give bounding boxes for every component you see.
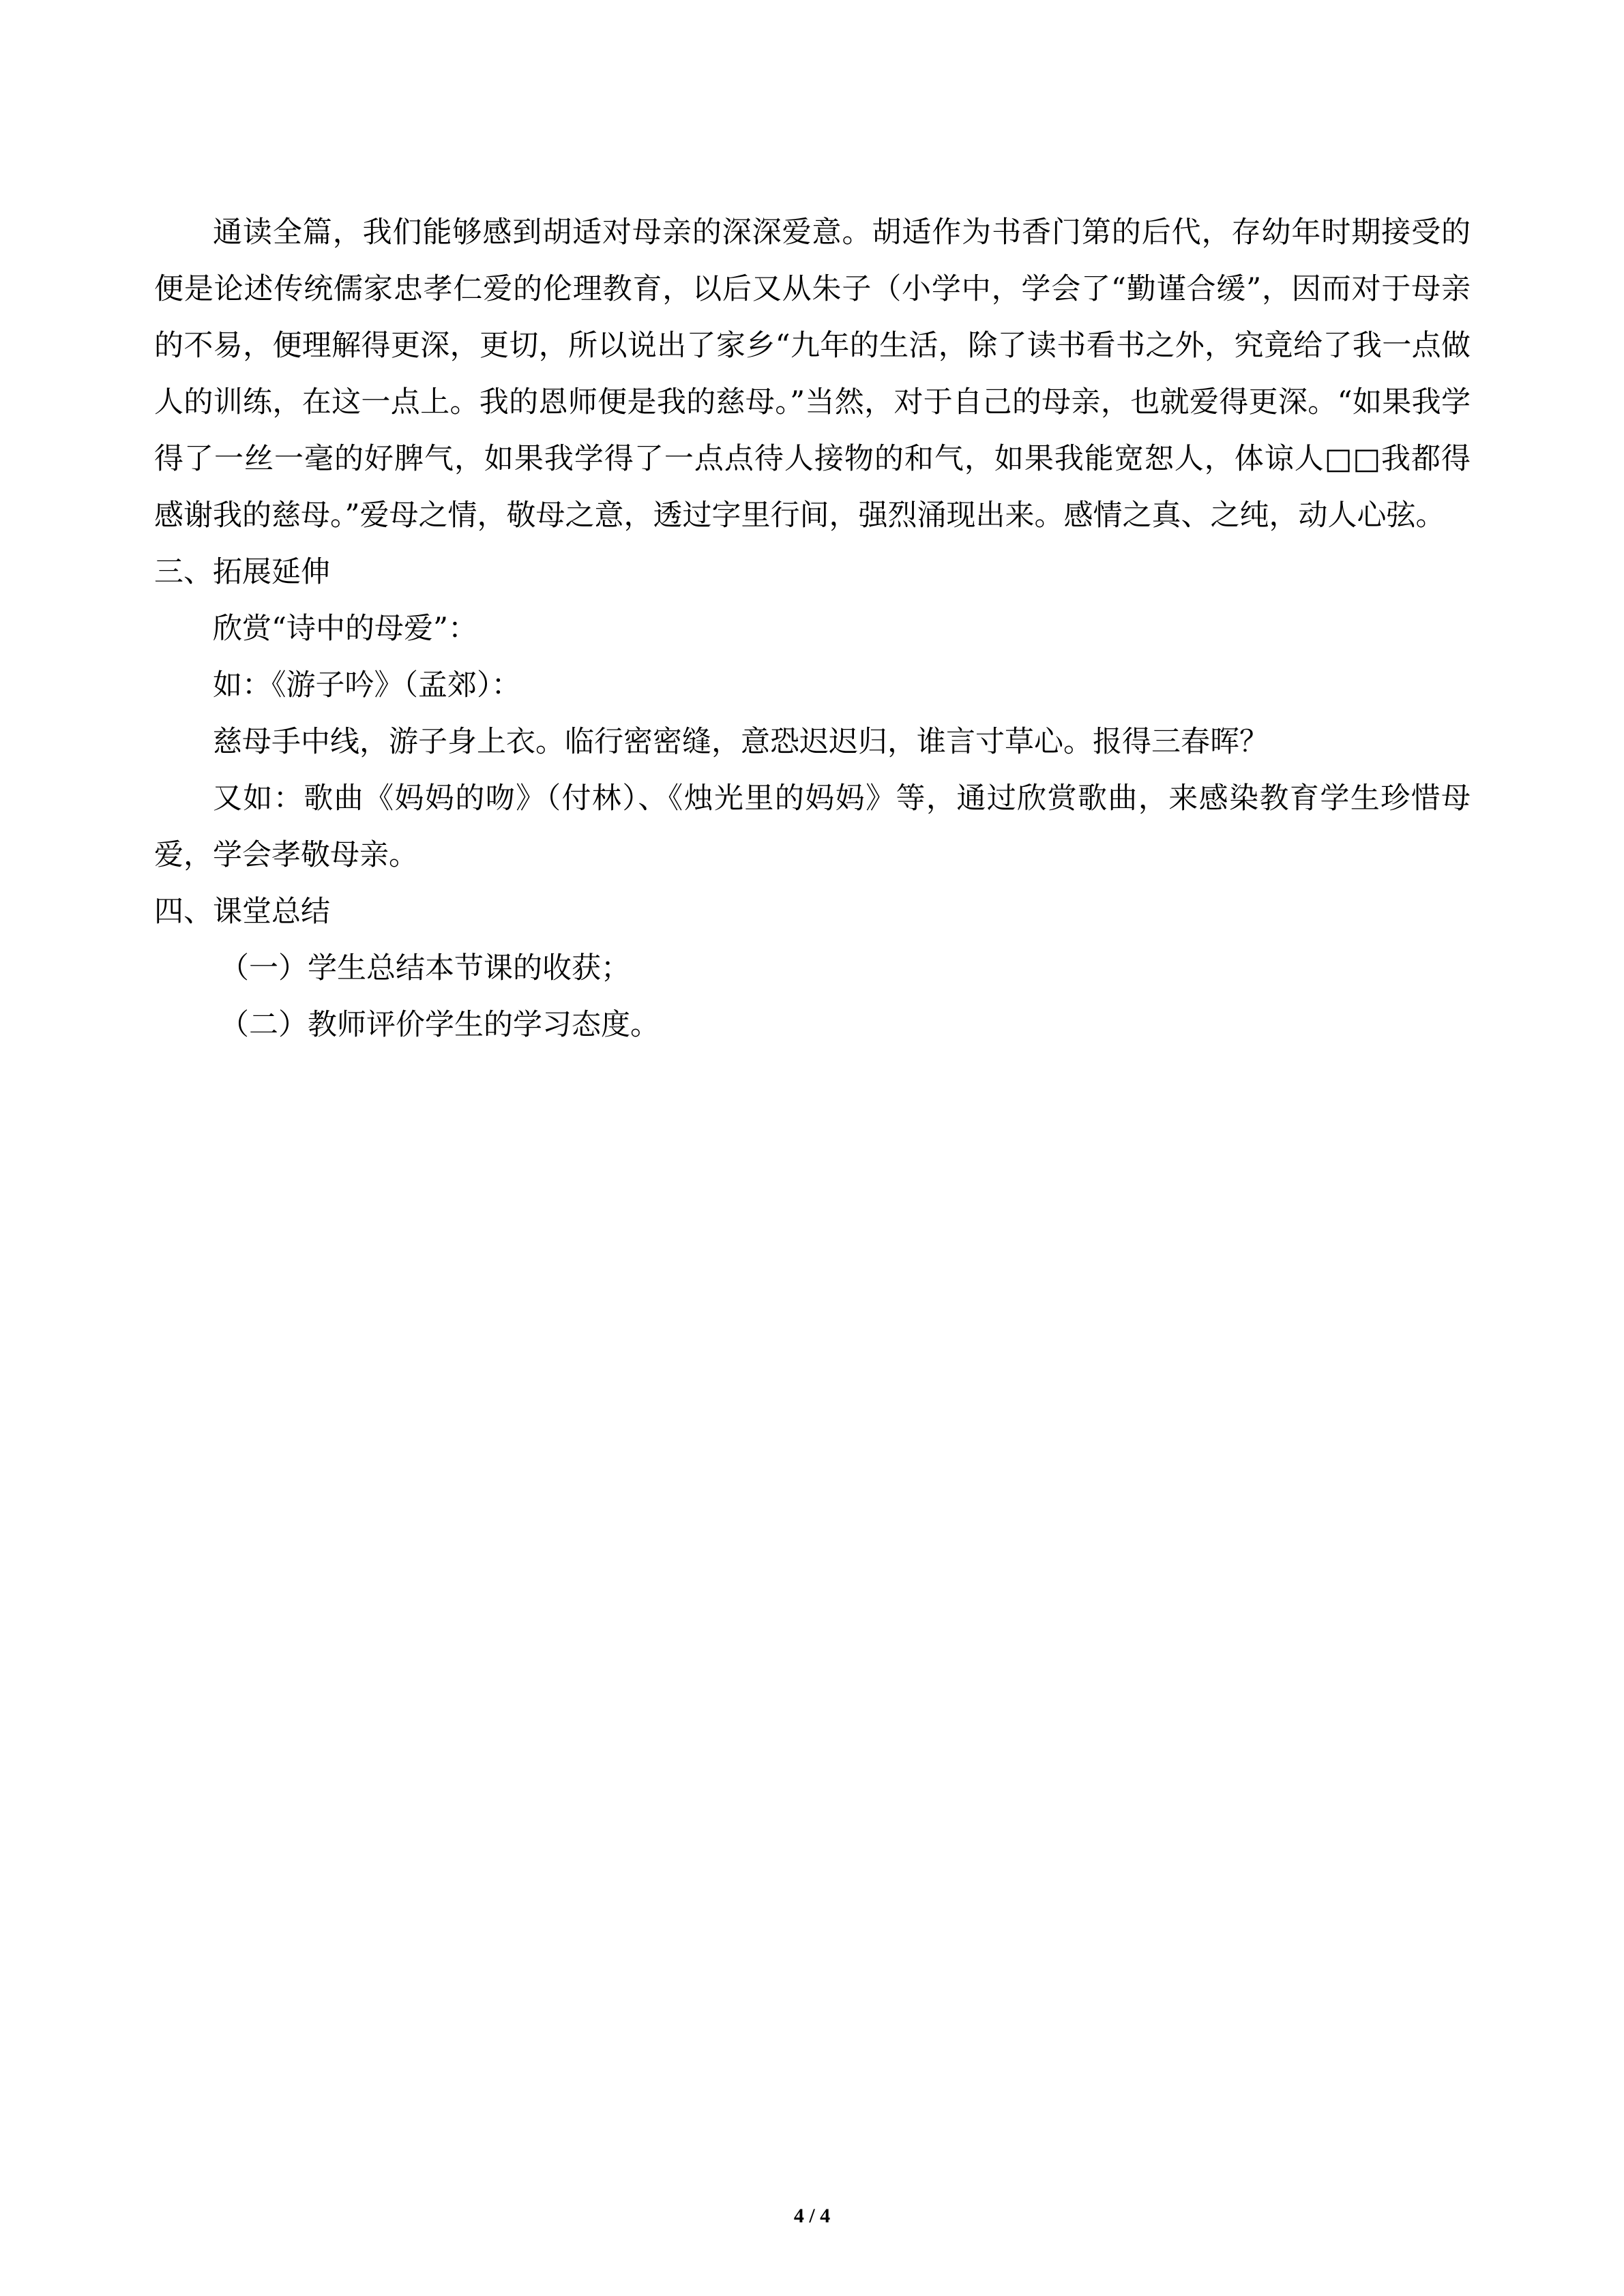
poetry-intro: 欣赏“诗中的母爱”： <box>213 612 477 646</box>
document-body <box>154 205 1471 1054</box>
section-heading-summary: 四、课堂总结 <box>154 895 330 929</box>
song-example-paragraph: 又如：歌曲《妈妈的吻》（付林）、《烛光里的妈妈》等，通过欣赏歌曲，来感染教育学生珍惜母爱，学会孝敬母亲。 <box>154 781 1471 872</box>
summary-item-students: （一）学生总结本节课的收获； <box>220 951 630 985</box>
section-heading-extension: 三、拓展延伸 <box>154 555 330 589</box>
summary-item-teacher: （二）教师评价学生的学习态度。 <box>220 1008 660 1042</box>
example-label: 如：《游子吟》（孟郊）： <box>213 668 521 702</box>
poem-text: 慈母手中线，游子身上衣。临行密密缝，意恐迟迟归，谁言寸草心。报得三春晖？ <box>213 725 1269 759</box>
summary-paragraph: 通读全篇，我们能够感到胡适对母亲的深深爱意。胡适作为书香门第的后代，存幼年时期接受的便是论述传统儒家忠孝仁爱的伦理教育，以后又从朱子（小学中，学会了“勤谨合缓”，因而对于母亲的不易，便理解得更深，更切，所以说出了家乡“九年的生活，除了读书看书之外，究竟给了我一点做人的训练，在这一点上。我的恩师便是我的慈母。”当然，对于自己的母亲，也就爱得更深。“如果我学得了一丝一毫的好脾气，如果我学得了一点点待人接物的和气，如果我能宽恕人，体谅人□□我都得感谢我的慈母。”爱母之情，敬母之意，透过字里行间，强烈涌现出来。感情之真、之纯，动人心弦。 <box>154 215 1471 533</box>
page-number: 4 / 4 <box>793 2205 831 2227</box>
